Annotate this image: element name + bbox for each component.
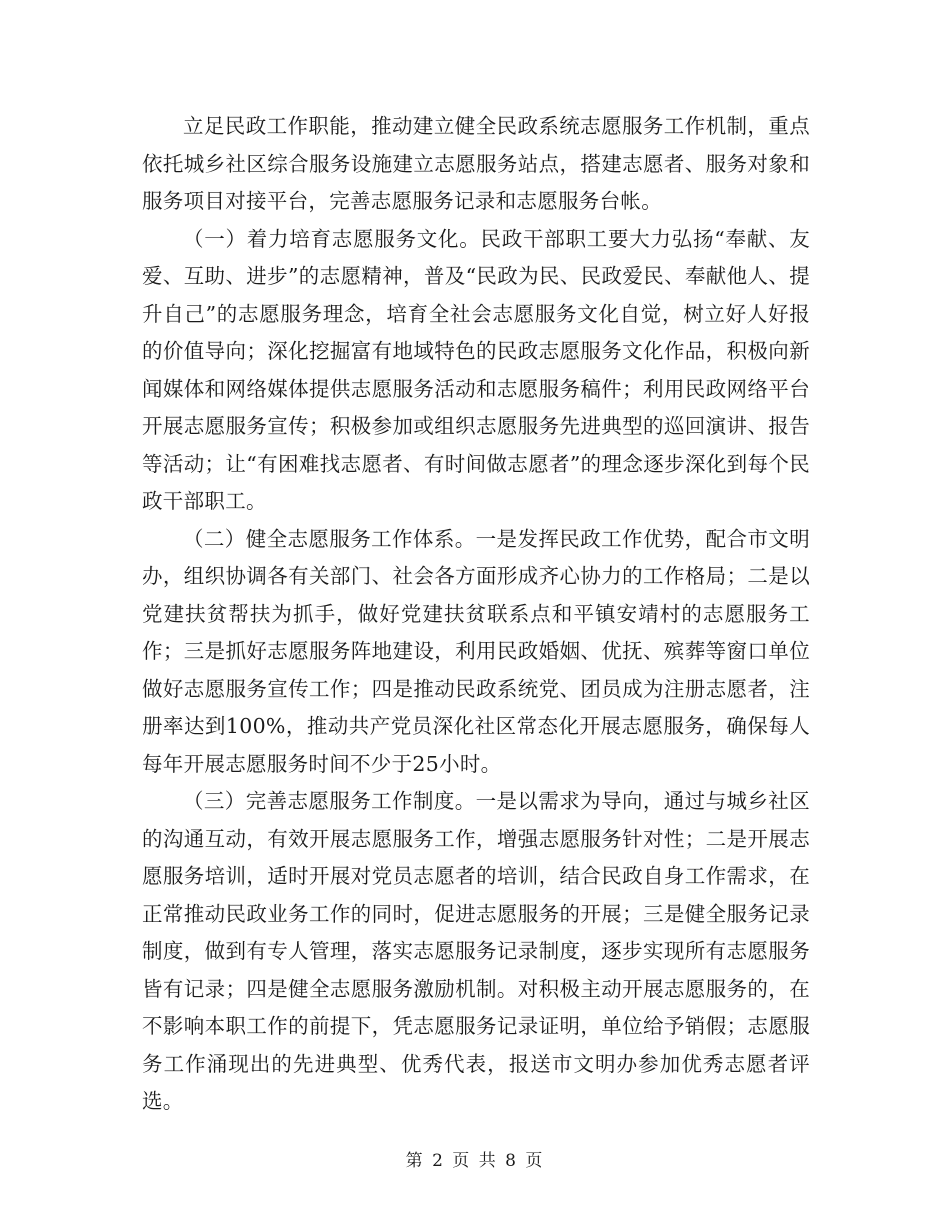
paragraph-section-3: （三）完善志愿服务工作制度。一是以需求为导向，通过与城乡社区的沟通互动，有效开展志愿服务工作，增强志愿服务针对性；二是开展志愿服务培训，适时开展对党员志愿者的培训，结合民政自身工作需求，在正常推动民政业务工作的同时，促进志愿服务的开展；三是健全服务记录制度，做到有专人管理，落实志愿服务记录制度，逐步实现所有志愿服务皆有记录；四是健全志愿服务激励机制。对积极主动开展志愿服务的，在不影响本职工作的前提下，凭志愿服务记录证明，单位给予销假；志愿服务工作涌现出的先进典型、优秀代表，报送市文明办参加优秀志愿者评选。 — [142, 789, 810, 1113]
document-body — [142, 108, 810, 1121]
paragraph-section-1: （一）着力培育志愿服务文化。民政干部职工要大力弘扬“奉献、友爱、互助、进步”的志愿精神，普及“民政为民、民政爱民、奉献他人、提升自己”的志愿服务理念，培育全社会志愿服务文化自觉，树立好人好报的价值导向；深化挖掘富有地域特色的民政志愿服务文化作品，积极向新闻媒体和网络媒体提供志愿服务活动和志愿服务稿件；利用民政网络平台开展志愿服务宣传；积极参加或组织志愿服务先进典型的巡回演讲、报告等活动；让“有困难找志愿者、有时间做志愿者”的理念逐步深化到每个民政干部职工。 — [142, 226, 810, 513]
page-number-footer: 第 2 页 共 8 页 — [405, 1151, 545, 1171]
paragraph-intro: 立足民政工作职能，推动建立健全民政系统志愿服务工作机制，重点依托城乡社区综合服务设施建立志愿服务站点，搭建志愿者、服务对象和服务项目对接平台，完善志愿服务记录和志愿服务台帐。 — [142, 114, 810, 213]
paragraph-section-2: （二）健全志愿服务工作体系。一是发挥民政工作优势，配合市文明办，组织协调各有关部门、社会各方面形成齐心协力的工作格局；二是以党建扶贫帮扶为抓手，做好党建扶贫联系点和平镇安靖村的志愿服务工作；三是抓好志愿服务阵地建设，利用民政婚姻、优抚、殡葬等窗口单位做好志愿服务宣传工作；四是推动民政系统党、团员成为注册志愿者，注册率达到100%，推动共产党员深化社区常态化开展志愿服务，确保每人每年开展志愿服务时间不少于25小时。 — [142, 526, 810, 776]
